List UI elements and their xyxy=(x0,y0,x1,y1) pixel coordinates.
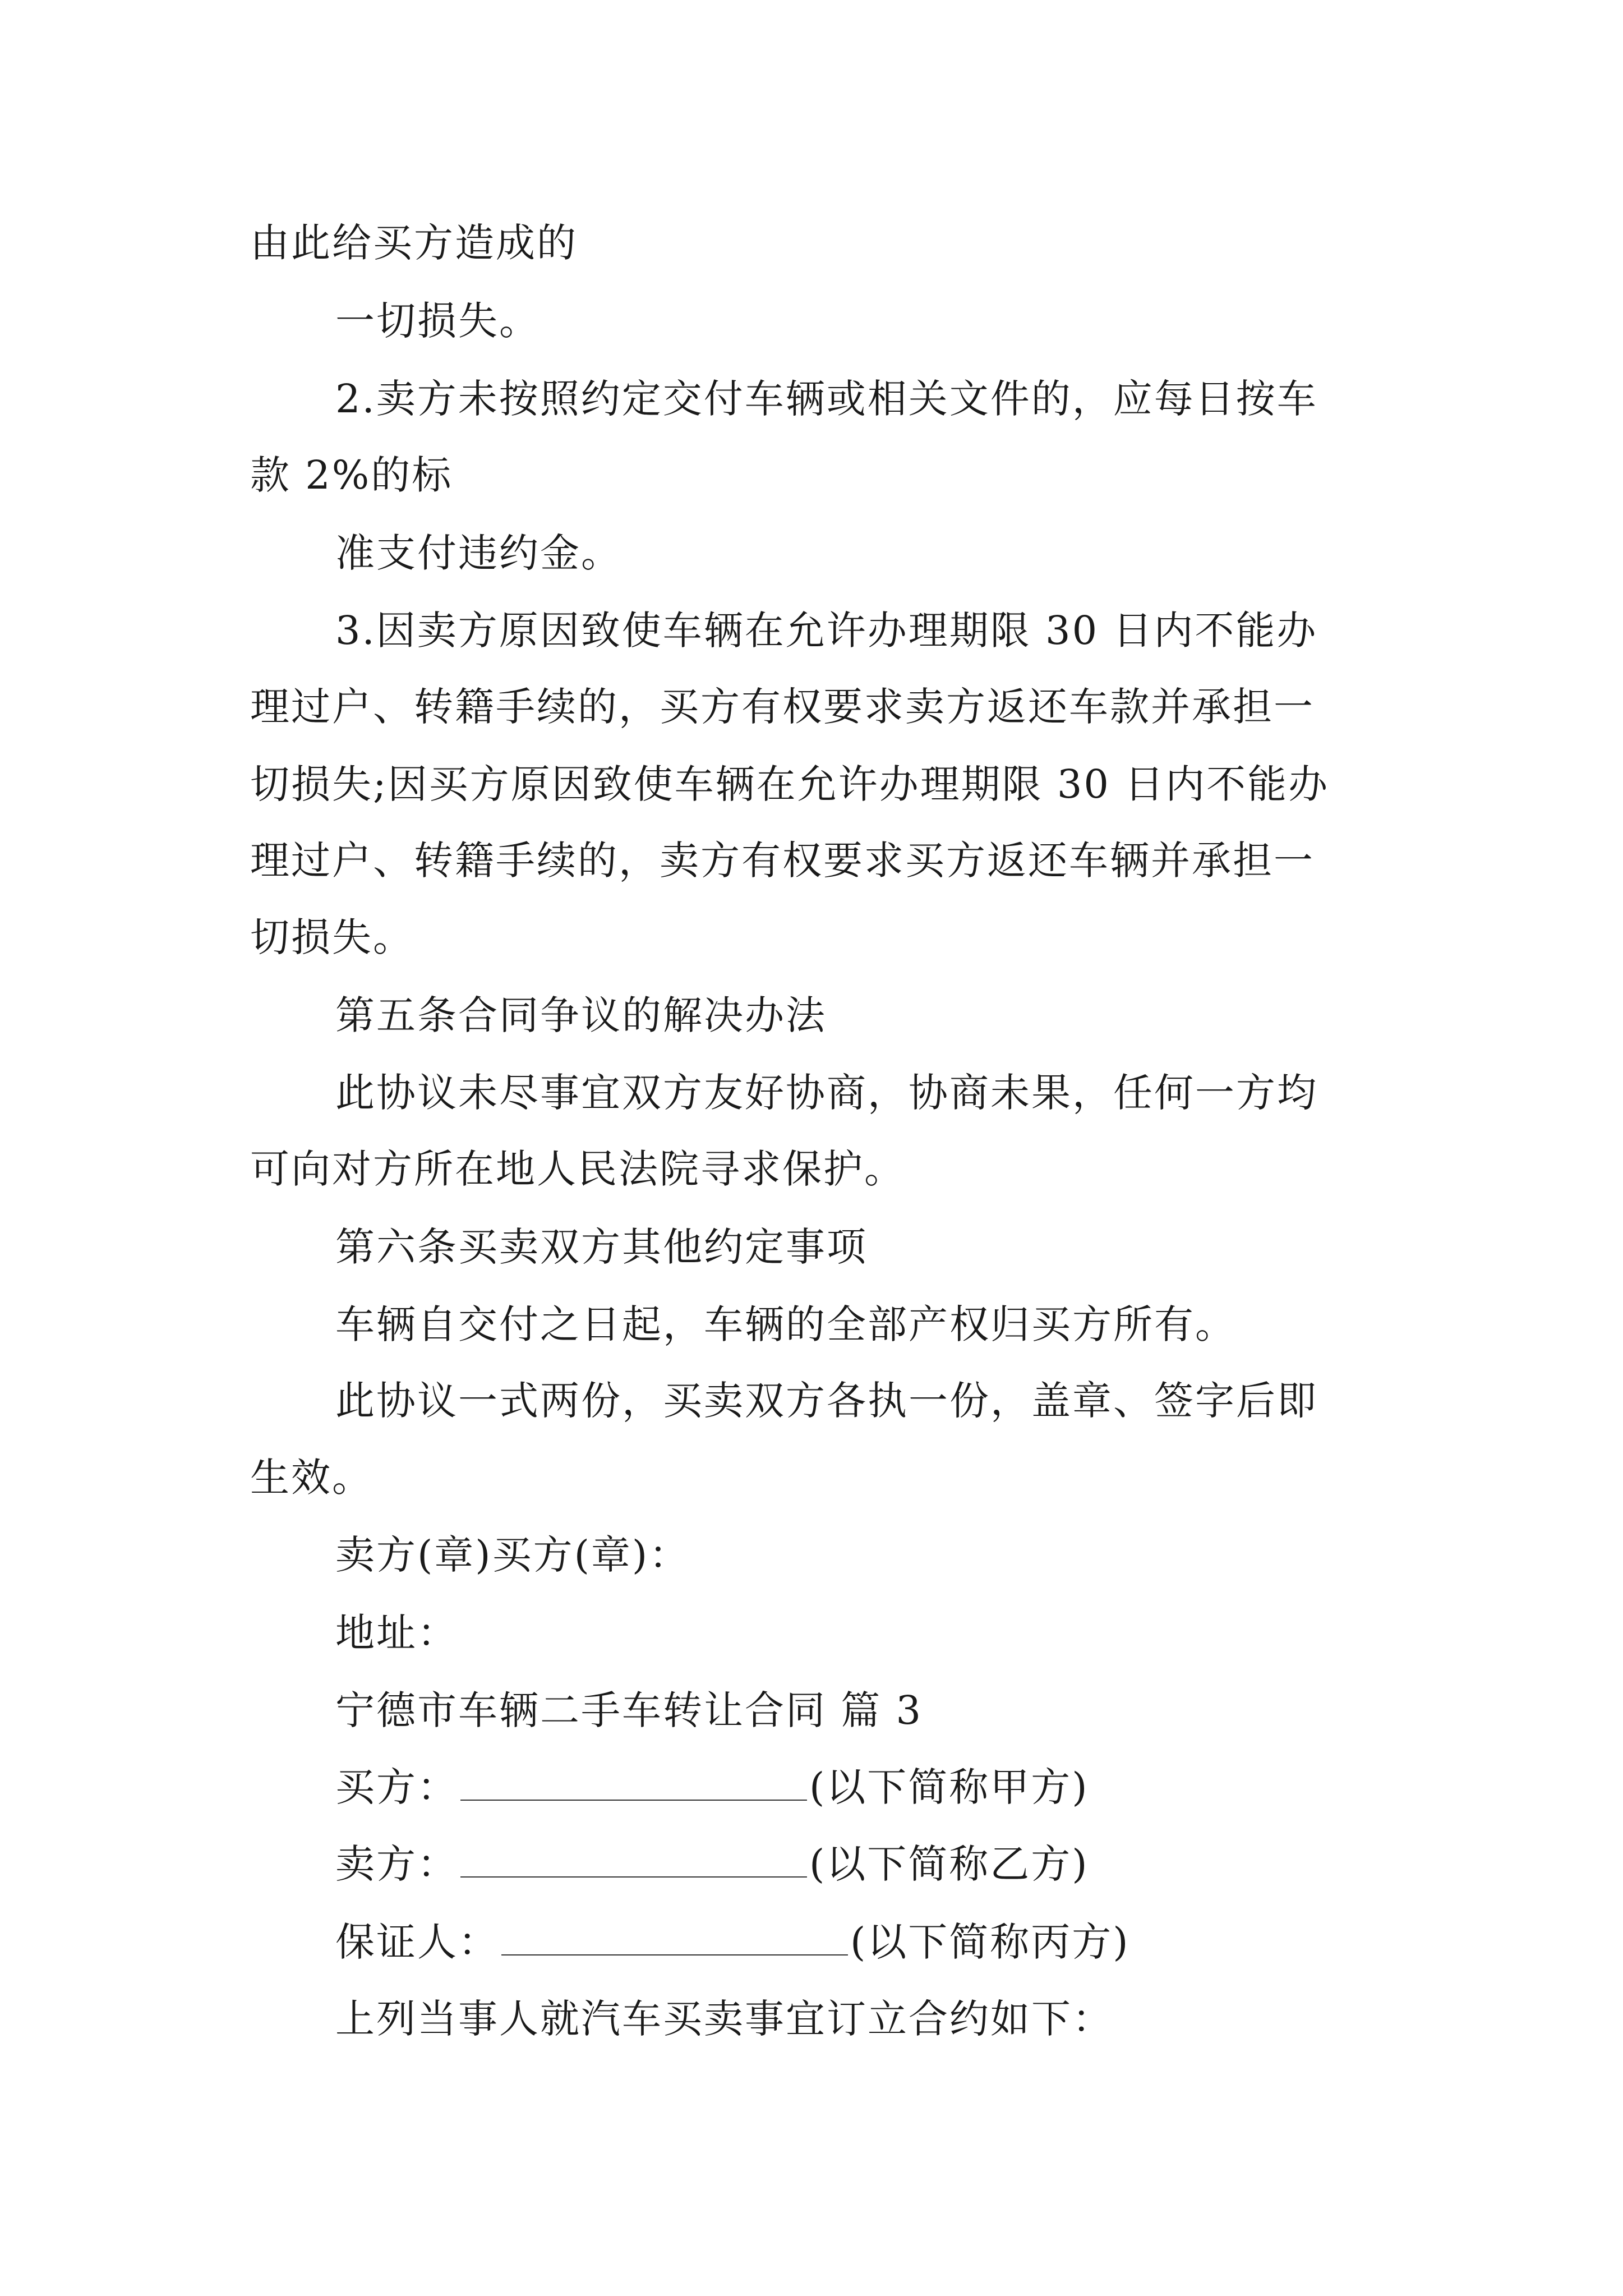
closing-line: 上列当事人就汽车买卖事宜订立合约如下： xyxy=(335,1996,1113,2042)
paragraph-line-15: 车辆自交付之日起，车辆的全部产权归买方所有。 xyxy=(335,1301,1236,1347)
party-label: 卖方： xyxy=(335,1841,458,1887)
paragraph-line-8: 切损失;因买方原因致使车辆在允许办理期限 30 日内不能办 xyxy=(250,761,1330,807)
seller-blank-field[interactable] xyxy=(460,1844,807,1878)
paragraph-line-10: 切损失。 xyxy=(250,914,414,960)
section-title: 宁德市车辆二手车转让合同 篇 3 xyxy=(335,1687,923,1733)
party-label: 保证人： xyxy=(335,1919,499,1965)
article-6-heading: 第六条买卖双方其他约定事项 xyxy=(335,1224,868,1270)
guarantor-blank-field[interactable] xyxy=(501,1922,848,1955)
paragraph-line-7: 理过户、转籍手续的，买方有权要求卖方返还车款并承担一 xyxy=(250,684,1315,730)
paragraph-line-12: 此协议未尽事宜双方友好协商，协商未果，任何一方均 xyxy=(335,1070,1318,1116)
paragraph-line-1: 由此给买方造成的 xyxy=(250,220,578,266)
paragraph-line-4: 款 2%的标 xyxy=(250,452,453,498)
article-5-heading: 第五条合同争议的解决办法 xyxy=(335,992,827,1038)
seller-party-line xyxy=(335,1841,1089,1887)
party-label: 买方： xyxy=(335,1764,458,1810)
paragraph-line-13: 可向对方所在地人民法院寻求保护。 xyxy=(250,1146,905,1192)
paragraph-line-2: 一切损失。 xyxy=(335,298,540,344)
paragraph-line-17: 生效。 xyxy=(250,1455,373,1501)
buyer-blank-field[interactable] xyxy=(460,1767,807,1801)
address-line: 地址： xyxy=(335,1610,458,1656)
signature-line: 卖方(章)买方(章)： xyxy=(335,1532,690,1578)
paragraph-line-9: 理过户、转籍手续的，卖方有权要求买方返还车辆并承担一 xyxy=(250,838,1315,884)
paragraph-line-5: 准支付违约金。 xyxy=(335,530,622,576)
party-suffix: (以下简称丙方) xyxy=(850,1919,1130,1965)
party-suffix: (以下简称乙方) xyxy=(809,1841,1089,1887)
buyer-party-line xyxy=(335,1764,1089,1810)
party-suffix: (以下简称甲方) xyxy=(809,1764,1089,1810)
guarantor-party-line xyxy=(335,1919,1130,1965)
paragraph-line-16: 此协议一式两份，买卖双方各执一份，盖章、签字后即 xyxy=(335,1378,1318,1424)
paragraph-line-6: 3.因卖方原因致使车辆在允许办理期限 30 日内不能办 xyxy=(335,608,1318,654)
paragraph-line-3: 2.卖方未按照约定交付车辆或相关文件的，应每日按车 xyxy=(335,376,1318,422)
